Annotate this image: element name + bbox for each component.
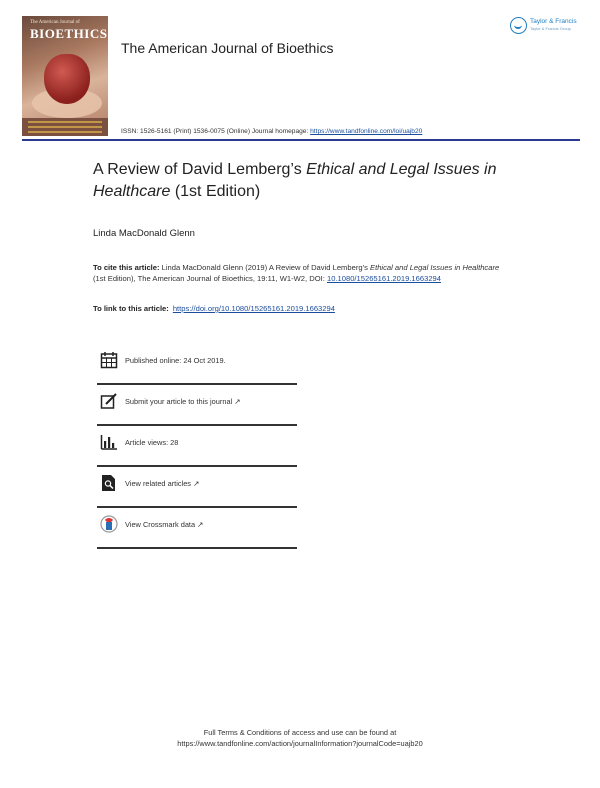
crossmark-label: View Crossmark data: [125, 520, 196, 529]
article-title-italic: Ethical and Legal Issues in Healthcare: [93, 161, 497, 200]
calendar-icon: [100, 351, 118, 369]
published-date: Published online: 24 Oct 2019.: [125, 356, 226, 365]
publisher-name: Taylor & Francis: [530, 18, 577, 25]
external-link-icon: ↗: [234, 397, 241, 406]
article-link-line: [93, 304, 335, 313]
citation-label: To cite this article:: [93, 263, 160, 272]
cover-heart: [44, 54, 90, 104]
article-title-part2: (1st Edition): [170, 183, 261, 200]
info-divider: [97, 465, 297, 467]
header-divider: [22, 139, 580, 141]
citation-text-after: (1st Edition), The American Journal of Bioethics, 19:11, W1-W2, DOI:: [93, 274, 327, 283]
citation-text-italic: Ethical and Legal Issues in Healthcare: [370, 263, 500, 272]
journal-homepage-link[interactable]: https://www.tandfonline.com/loi/uajb20: [310, 128, 423, 135]
article-views-row: [97, 432, 297, 462]
related-articles-row[interactable]: [97, 473, 297, 503]
citation-text-before: Linda MacDonald Glenn (2019) A Review of David Lemberg’s: [159, 263, 371, 272]
submit-article-row[interactable]: [97, 391, 297, 421]
cover-title: BIOETHICS: [30, 26, 108, 41]
published-row: [97, 350, 297, 380]
related-articles-link[interactable]: [125, 479, 199, 488]
publisher-logo[interactable]: [510, 17, 590, 37]
journal-title: The American Journal of Bioethics: [121, 40, 334, 56]
issn-text: ISSN: 1526-5161 (Print) 1536-0075 (Online) Journal homepage:: [121, 128, 311, 135]
issn-line: [121, 128, 422, 135]
publisher-logo-icon: [510, 17, 527, 34]
submit-article-link[interactable]: [125, 397, 240, 406]
footer-terms-url[interactable]: https://www.tandfonline.com/action/journalInformation?journalCode=uajb20: [177, 739, 423, 748]
crossmark-row[interactable]: [97, 514, 297, 544]
cover-band: [22, 118, 108, 136]
crossmark-icon: [100, 515, 118, 533]
citation-doi-link[interactable]: 10.1080/15265161.2019.1663294: [326, 274, 441, 283]
article-link-label: To link to this article:: [93, 304, 169, 313]
related-articles-label: View related articles: [125, 479, 191, 488]
info-divider: [97, 547, 297, 549]
bar-chart-icon: [100, 433, 118, 451]
author-name: Linda MacDonald Glenn: [93, 228, 195, 239]
external-link-icon: ↗: [193, 479, 200, 488]
submit-article-label: Submit your article to this journal: [125, 397, 233, 406]
info-divider: [97, 506, 297, 508]
cover-subtitle: The American Journal of: [30, 20, 80, 25]
info-divider: [97, 383, 297, 385]
article-doi-url[interactable]: https://doi.org/10.1080/15265161.2019.1663294: [172, 304, 335, 313]
article-title-part1: A Review of David Lemberg’s: [93, 161, 307, 178]
document-search-icon: [100, 474, 118, 492]
citation: [93, 262, 513, 284]
footer-terms: Full Terms & Conditions of access and use can be found at: [203, 728, 397, 737]
article-views: Article views: 28: [125, 438, 179, 447]
info-divider: [97, 424, 297, 426]
article-title: [93, 159, 533, 203]
crossmark-link[interactable]: [125, 520, 203, 529]
edit-icon: [100, 392, 118, 410]
journal-cover: [22, 16, 108, 136]
external-link-icon: ↗: [197, 520, 204, 529]
publisher-group: Taylor & Francis Group: [530, 26, 571, 31]
